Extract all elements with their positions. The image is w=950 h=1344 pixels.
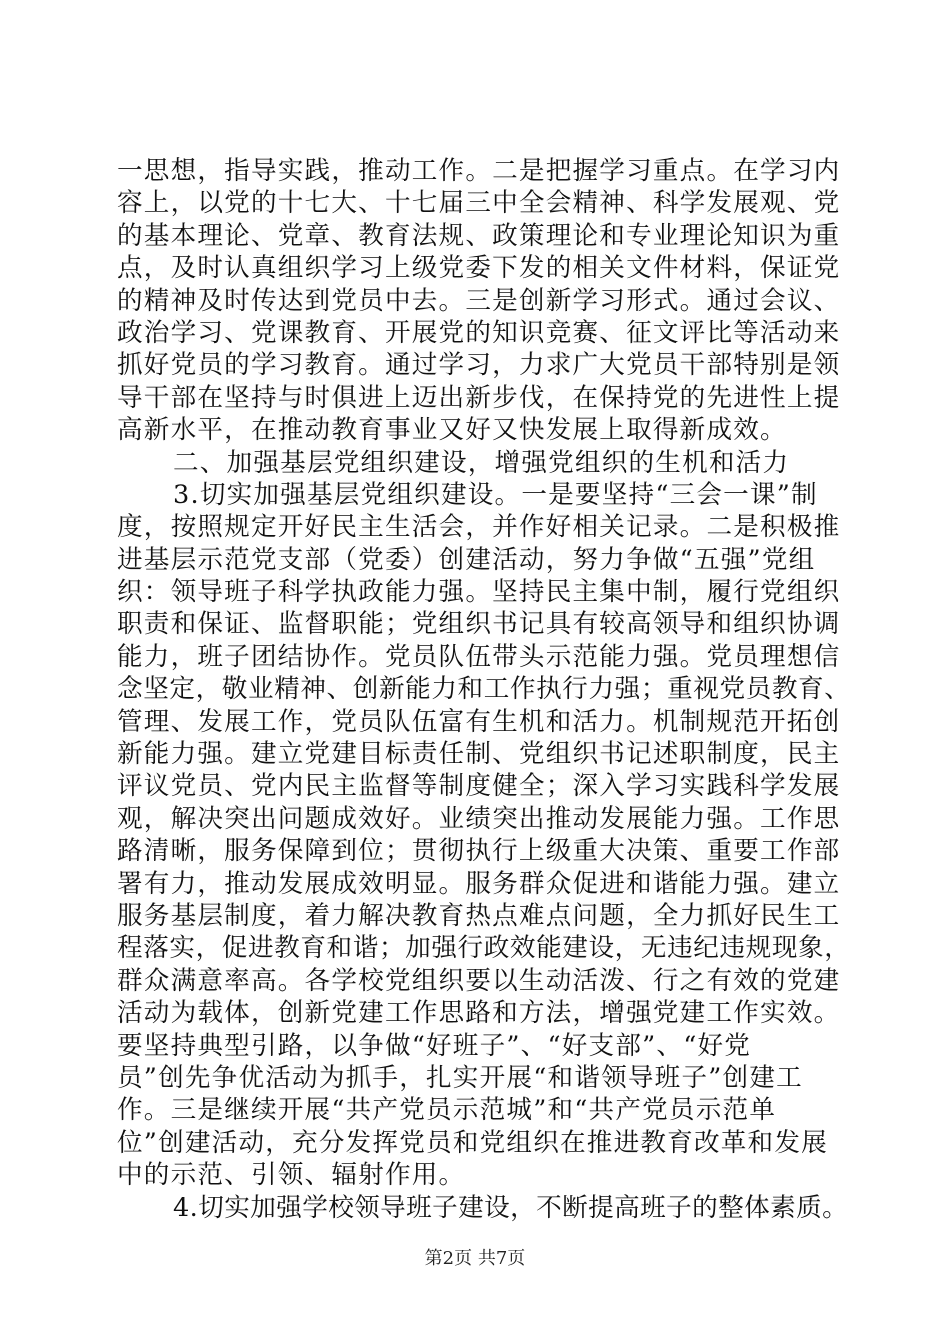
text-line: 4.切实加强学校领导班子建设，不断提高班子的整体素质。 [173, 1192, 849, 1223]
text-line: 一思想，指导实践，推动工作。二是把握学习重点。在学习内 [117, 156, 841, 186]
text-line: 容上，以党的十七大、十七届三中全会精神、科学发展观、党 [117, 188, 841, 219]
text-line: 位”创建活动，充分发挥党员和党组织在推进教育改革和发展 [117, 1127, 828, 1158]
text-line: 作。三是继续开展“共产党员示范城”和“共产党员示范单 [117, 1095, 777, 1126]
text-line: 程落实，促进教育和谐；加强行政效能建设，无违纪违规现象， [117, 933, 851, 964]
text-line: 3.切实加强基层党组织建设。一是要坚持“三会一课”制 [173, 479, 818, 510]
page-footer: 第2页 共7页 [424, 1248, 526, 1269]
text-line: 群众满意率高。各学校党组织要以生动活泼、行之有效的党建 [117, 965, 841, 996]
text-line: 能力，班子团结协作。党员队伍带头示范能力强。党员理想信 [117, 641, 841, 672]
text-line: 路清晰，服务保障到位；贯彻执行上级重大决策、重要工作部 [117, 836, 841, 867]
text-line: 管理、发展工作，党员队伍富有生机和活力。机制规范开拓创 [117, 706, 841, 737]
section-heading: 二、加强基层党组织建设，增强党组织的生机和活力 [173, 447, 790, 478]
text-line: 新能力强。建立党建目标责任制、党组织书记述职制度，民主 [117, 739, 841, 770]
text-line: 进基层示范党支部（党委）创建活动，努力争做“五强”党组 [117, 544, 816, 575]
text-line: 织：领导班子科学执政能力强。坚持民主集中制，履行党组织 [117, 577, 841, 608]
text-line: 中的示范、引领、辐射作用。 [117, 1160, 466, 1191]
text-line: 职责和保证、监督职能；党组织书记具有较高领导和组织协调 [117, 609, 841, 640]
text-line: 抓好党员的学习教育。通过学习，力求广大党员干部特别是领 [117, 350, 841, 381]
text-line: 观，解决突出问题成效好。业绩突出推动发展能力强。工作思 [117, 803, 841, 834]
text-line: 员”创先争优活动为抓手，扎实开展“和谐领导班子”创建工 [117, 1062, 803, 1093]
text-line: 的精神及时传达到党员中去。三是创新学习形式。通过会议、 [117, 285, 841, 316]
text-line: 评议党员、党内民主监督等制度健全；深入学习实践科学发展 [117, 771, 841, 802]
text-line: 的基本理论、党章、教育法规、政策理论和专业理论知识为重 [117, 220, 841, 251]
text-line: 署有力，推动发展成效明显。服务群众促进和谐能力强。建立 [117, 868, 841, 899]
text-line: 导干部在坚持与时俱进上迈出新步伐，在保持党的先进性上提 [117, 382, 841, 413]
body-text [117, 155, 852, 1224]
text-line: 活动为载体，创新党建工作思路和方法，增强党建工作实效。 [117, 998, 841, 1029]
text-line: 点，及时认真组织学习上级党委下发的相关文件材料，保证党 [117, 253, 841, 284]
text-line: 度，按照规定开好民主生活会，并作好相关记录。二是积极推 [117, 512, 841, 543]
text-line: 要坚持典型引路，以争做“好班子”、“好支部”、“好党 [117, 1030, 752, 1061]
text-line: 政治学习、党课教育、开展党的知识竞赛、征文评比等活动来 [117, 317, 841, 348]
text-line: 服务基层制度，着力解决教育热点难点问题，全力抓好民生工 [117, 900, 841, 931]
text-line: 念坚定，敬业精神、创新能力和工作执行力强；重视党员教育、 [117, 674, 851, 705]
text-line: 高新水平，在推动教育事业又好又快发展上取得新成效。 [117, 415, 787, 446]
